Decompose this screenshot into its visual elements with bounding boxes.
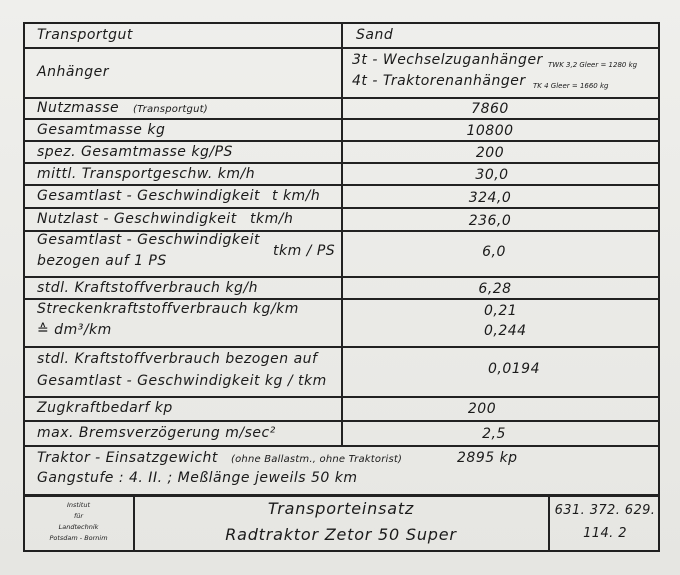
value-kraftstoff-h: 6,28 [478,281,512,297]
label-kraftstoff-bezogen-1: stdl. Kraftstoffverbrauch bezogen auf [37,351,318,367]
label-spez-gesamtmasse: spez. Gesamtmasse kg/PS [37,144,233,160]
institute-line: Potsdam - Bornim [49,534,108,542]
label-gesamtmasse: Gesamtmasse kg [37,122,166,138]
row-divider [23,445,660,447]
label-gesamtlast-ps-2: bezogen auf 1 PS [37,253,167,269]
title-block-divider [23,494,660,497]
label-nutzlast-geschw: Nutzlast - Geschwindigkeit [37,211,237,227]
label-brems: max. Bremsverzögerung m/sec² [37,425,276,441]
value-strecken-1: 0,21 [484,303,518,319]
footer-traktor-label: Traktor - Einsatzgewicht [37,450,218,466]
unit-nutzlast-geschw: tkm/h [250,211,294,227]
note-anhaenger-1: TWK 3,2 Gleer = 1280 kg [548,61,638,69]
label-kraftstoff-bezogen-2: Gesamtlast - Geschwindigkeit kg / tkm [37,373,327,389]
code-line-1: 631. 372. 629. [554,503,656,518]
label-transportgut: Transportgut [37,27,133,43]
label-strecken-2: ≙ dm³/km [37,322,112,338]
footer-traktor-note: (ohne Ballastm., ohne Traktorist) [231,454,403,465]
code-line-2: 114. 2 [583,526,627,541]
value-anhaenger-1: 3t - Wechselzuganhänger [352,52,543,68]
value-spez-gesamtmasse: 200 [475,145,505,161]
label-transportgeschw: mittl. Transportgeschw. km/h [37,166,256,182]
label-nutzmasse: Nutzmasse [37,100,120,116]
footer-gangstufe: Gangstufe : 4. II. ; Meßlänge jeweils 50 km [37,470,358,486]
label-gesamtlast-geschw: Gesamtlast - Geschwindigkeit [37,188,260,204]
unit-gesamtlast-ps: tkm / PS [273,243,336,259]
label-gesamtlast-ps-1: Gesamtlast - Geschwindigkeit [37,232,260,248]
value-nutzmasse: 7860 [471,101,509,117]
footer-traktor-value: 2895 kp [457,450,518,466]
value-strecken-2: 0,244 [484,323,527,339]
label-anhaenger: Anhänger [37,64,110,80]
title-radtraktor: Radtraktor Zetor 50 Super [225,525,457,544]
title-transporteinsatz: Transporteinsatz [267,499,415,518]
value-anhaenger-2: 4t - Traktorenanhänger [352,73,526,89]
column-divider [341,22,343,445]
label-zugkraft: Zugkraftbedarf kp [37,400,173,416]
value-transportgut: Sand [356,27,394,43]
value-kraftstoff-bezogen: 0,0194 [488,361,540,377]
value-zugkraft: 200 [467,401,497,417]
institute-block [24,500,133,544]
institute-line: Institut [67,501,90,509]
label-nutzmasse-note: (Transportgut) [133,104,208,115]
institute-line: für [73,512,84,520]
value-brems: 2,5 [482,426,506,442]
value-gesamtlast-geschw: 324,0 [468,190,512,206]
label-kraftstoff-h: stdl. Kraftstoffverbrauch kg/h [37,280,258,296]
note-anhaenger-2: TK 4 Gleer = 1660 kg [533,82,609,90]
unit-gesamtlast-geschw: t km/h [272,188,321,204]
institute-line: Landtechnik [58,523,99,531]
value-gesamtlast-ps: 6,0 [482,244,506,260]
value-transportgeschw: 30,0 [475,167,509,183]
label-strecken-1: Streckenkraftstoffverbrauch kg/km [37,301,299,317]
value-gesamtmasse: 10800 [466,123,514,139]
value-nutzlast-geschw: 236,0 [468,213,512,229]
